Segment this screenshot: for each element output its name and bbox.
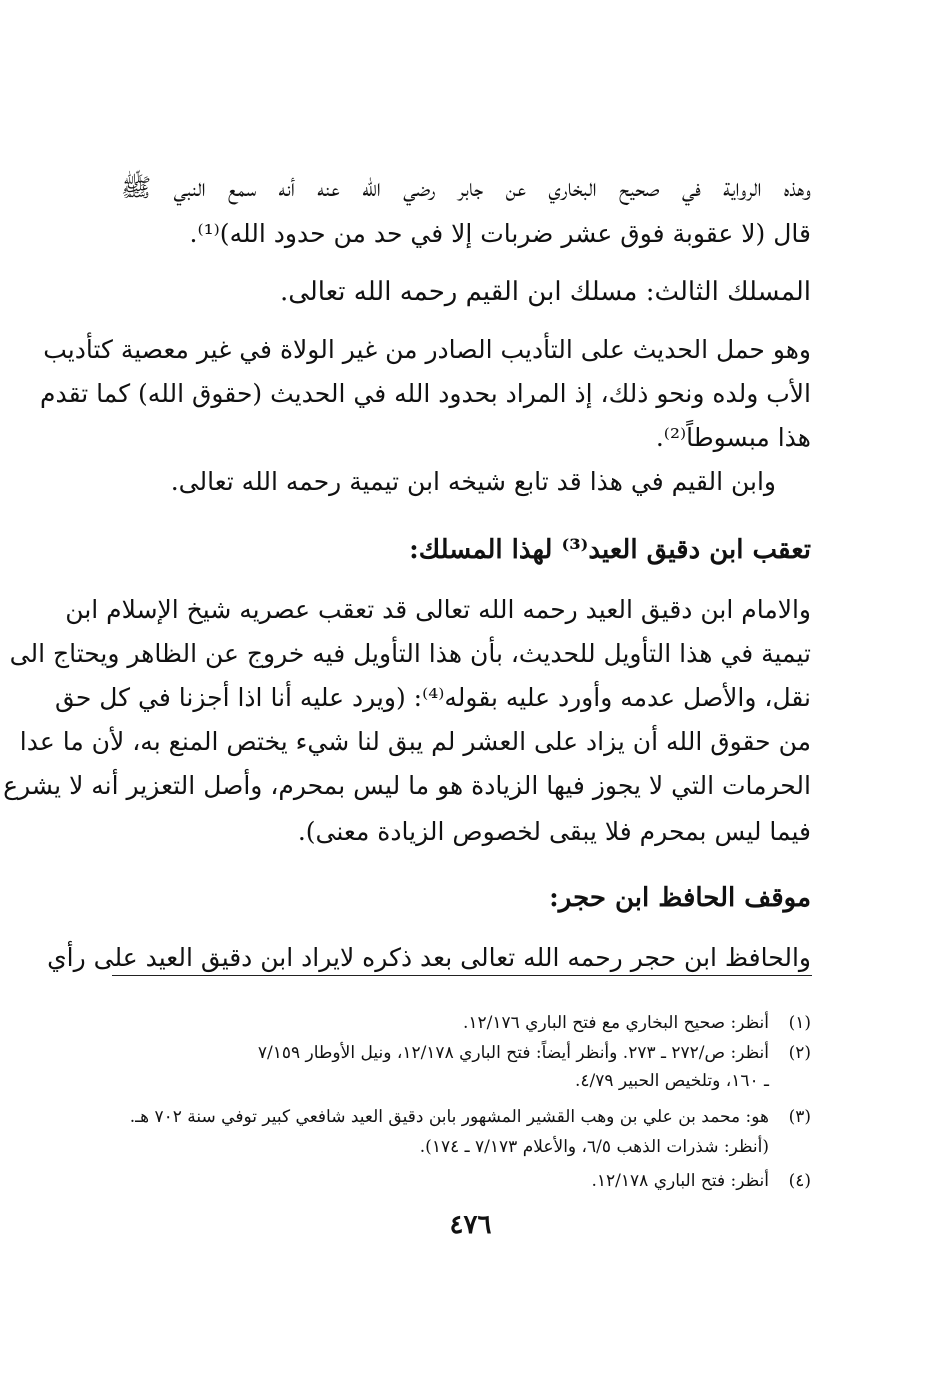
- body-line: الحرمات التي لا يجوز فيها الزيادة هو ما ليس بمحرم، وأصل التعزير أنه لا يشرع: [3, 771, 811, 800]
- body-line: فيما ليس بمحرم فلا يبقى لخصوص الزيادة معنى).: [297, 817, 811, 846]
- section-heading: موقف الحافظ ابن حجر:: [549, 883, 811, 913]
- footnote-text: أنظر: صحيح البخاري مع فتح الباري ١٢/١٧٦.: [462, 1013, 769, 1033]
- body-line: وهذه الرواية في صحيح البخاري عن جابر رضي الله عنه أنه سمع النبي ﷺ: [121, 173, 811, 202]
- body-line: الأب ولده ونحو ذلك، إذ المراد بحدود الله في الحديث (حقوق الله) كما تقدم: [39, 379, 811, 408]
- body-line: والحافظ ابن حجر رحمه الله تعالى بعد ذكره لايراد ابن دقيق العيد على رأي: [47, 943, 811, 972]
- body-line: نقل، والأصل عدمه وأورد عليه بقوله⁽⁴⁾: (ويرد عليه أنا اذا أجزنا في كل حق: [55, 683, 811, 712]
- footnote-number: (٤): [788, 1171, 811, 1191]
- footnote-number: (٣): [788, 1107, 811, 1127]
- section-heading: تعقب ابن دقيق العيد⁽³⁾ لهذا المسلك:: [409, 535, 811, 565]
- footnote-number: (٢): [788, 1043, 811, 1063]
- body-line: من حقوق الله أن يزاد على العشر لم يبق لنا شيء يختص المنع به، لأن ما عدا: [19, 727, 811, 756]
- footnote-number: (١): [788, 1013, 811, 1033]
- footnote-text: أنظر: ص/٢٧٢ ـ ٢٧٣. وأنظر أيضاً: فتح الباري ١٢/١٧٨، ونيل الأوطار ٧/١٥٩: [257, 1043, 769, 1063]
- body-line: وابن القيم في هذا قد تابع شيخه ابن تيمية رحمه الله تعالى.: [170, 467, 776, 496]
- footnote-text: ـ ١٦٠، وتلخيص الحبير ٤/٧٩.: [574, 1071, 769, 1091]
- footnote-text: هو: محمد بن علي بن وهب القشير المشهور بابن دقيق العيد شافعي كبير توفي سنة ٧٠٢ هـ.: [129, 1107, 769, 1127]
- body-line: هذا مبسوطاً⁽²⁾.: [655, 423, 811, 452]
- body-line: قال (لا عقوبة فوق عشر ضربات إلا في حد من حدود الله)⁽¹⁾.: [189, 219, 811, 248]
- section-heading: المسلك الثالث: مسلك ابن القيم رحمه الله تعالى.: [279, 277, 811, 307]
- body-line: والامام ابن دقيق العيد رحمه الله تعالى قد تعقب عصريه شيخ الإسلام ابن: [65, 595, 811, 624]
- footnote-text: (أنظر: شذرات الذهب ٦/٥، والأعلام ٧/١٧٣ ـ ١٧٤).: [419, 1137, 769, 1157]
- body-line: وهو حمل الحديث على التأديب الصادر من غير الولاة في غير معصية كتأديب: [43, 335, 811, 364]
- body-line: تيمية في هذا التأويل للحديث، بأن هذا التأويل فيه خروج عن الظاهر ويحتاج الى: [9, 639, 811, 668]
- footnote-separator: [112, 975, 812, 976]
- page-number: ٤٧٦: [449, 1210, 492, 1240]
- footnote-text: أنظر: فتح الباري ١٢/١٧٨.: [591, 1171, 769, 1191]
